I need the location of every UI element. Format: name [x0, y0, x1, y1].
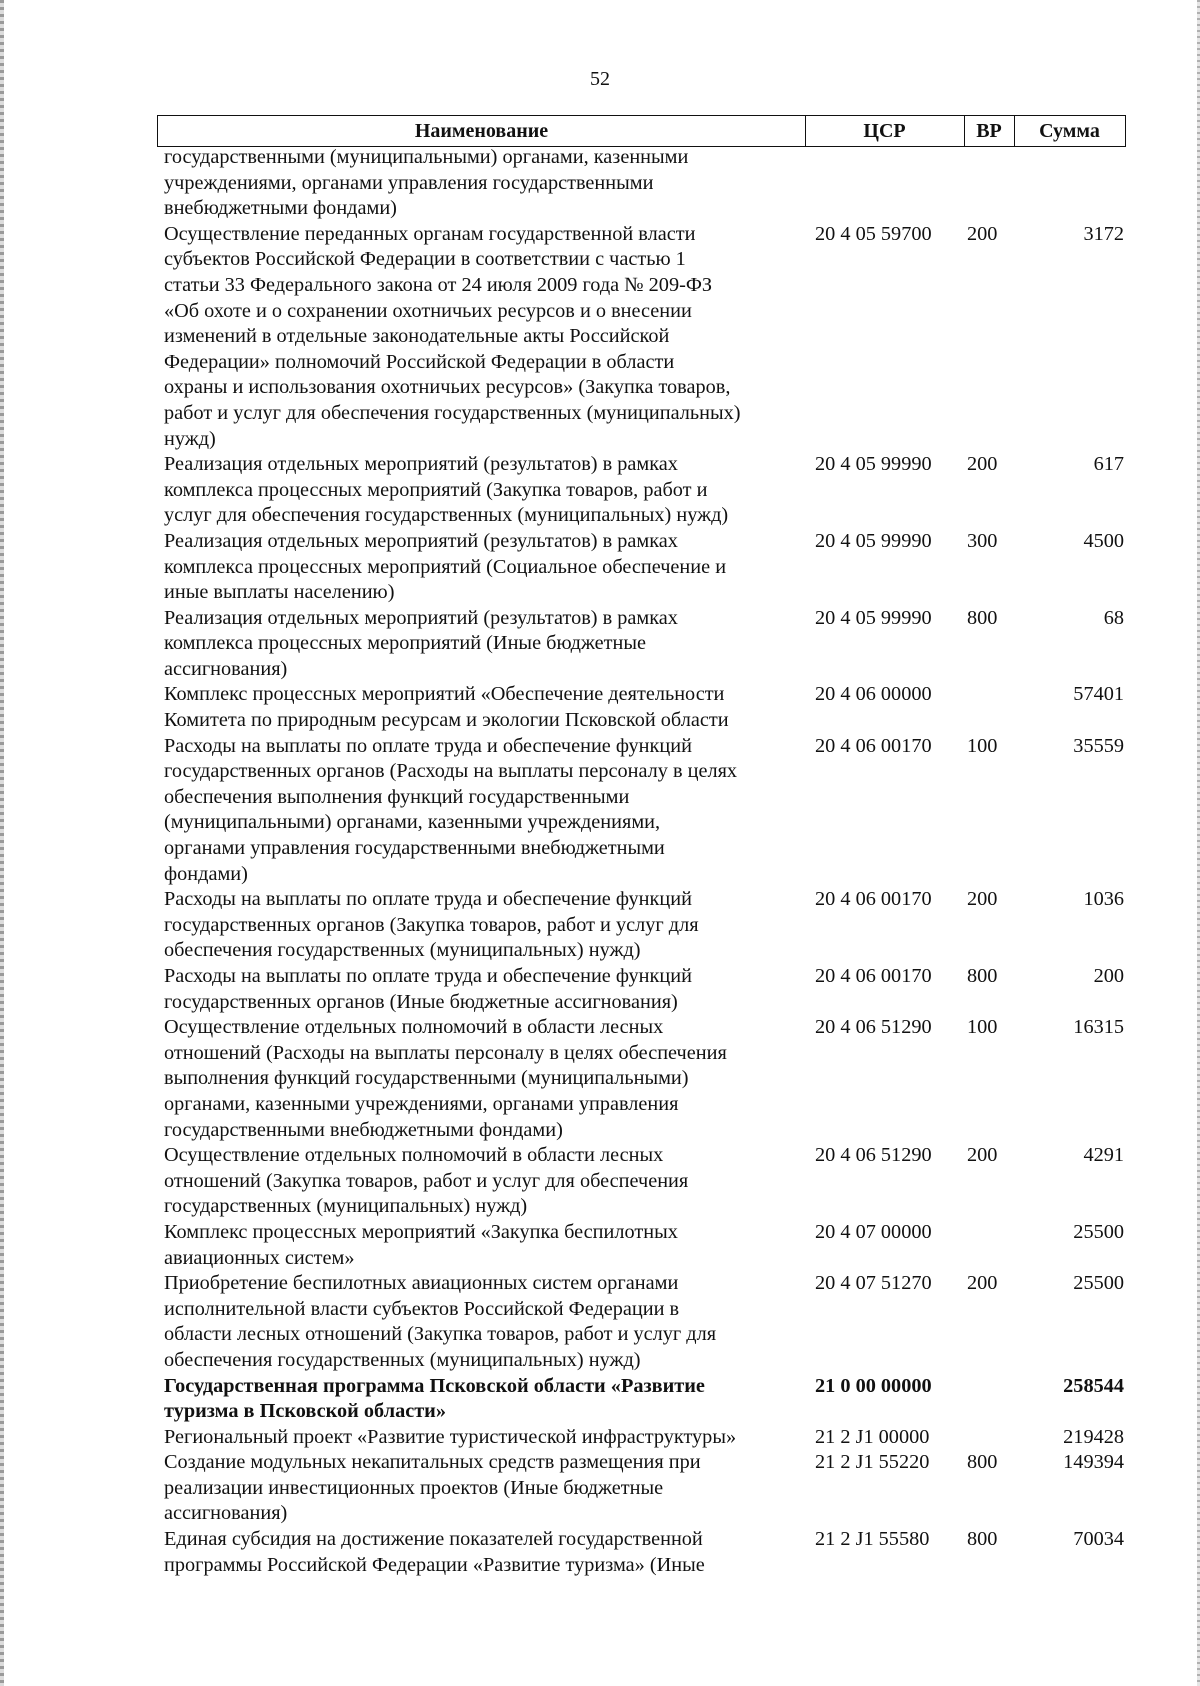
row-csr: 20 4 05 99990: [815, 529, 932, 552]
row-sum: 35559: [1073, 734, 1124, 757]
row-name: Комплекс процессных мероприятий «Закупка беспилотных авиационных систем»: [164, 1220, 678, 1269]
table-row: [164, 452, 1124, 529]
table-row: [164, 1220, 1124, 1271]
row-vr: 200: [967, 1144, 998, 1167]
row-csr: 20 4 07 00000: [815, 1220, 932, 1243]
row-csr: 20 4 06 00000: [815, 683, 932, 706]
row-name: Государственная программа Псковской области «Развитие туризма в Псковской области»: [164, 1374, 705, 1423]
row-csr: 20 4 07 51270: [815, 1272, 932, 1295]
row-sum: 57401: [1073, 683, 1124, 706]
row-name: Осуществление переданных органам государственной власти субъектов Российской Федерации в соответствии с частью 1 статьи 33 Федерального закона от 24 июля 2009 года № 209-ФЗ «Об охоте и о сохранении охотничьих ресурсов и о внесении изменений в отдельные законодательные акты Российской Федерации» полномочий Российской Федерации в области охраны и использования охотничьих ресурсов» (Закупка товаров, работ и услуг для обеспечения государственных (муниципальных) нужд): [164, 222, 741, 450]
row-name: Создание модульных некапитальных средств размещения при реализации инвестиционных проектов (Иные бюджетные ассигнования): [164, 1451, 701, 1525]
row-vr: 100: [967, 1016, 998, 1039]
row-name: Реализация отдельных мероприятий (результатов) в рамках комплекса процессных мероприятий (Социальное обеспечение и иные выплаты населению): [164, 529, 727, 604]
row-csr: 20 4 06 51290: [815, 1016, 932, 1039]
row-csr: 20 4 05 59700: [815, 222, 932, 245]
row-csr: 21 0 00 00000: [815, 1374, 932, 1397]
table-row: [164, 529, 1124, 606]
row-vr: 200: [967, 222, 998, 245]
row-sum: 4500: [1083, 529, 1124, 552]
row-vr: 800: [967, 965, 998, 987]
table-row: [164, 1425, 1124, 1451]
row-vr: 800: [967, 606, 998, 629]
table-row: [164, 222, 1124, 452]
row-vr: 100: [967, 734, 998, 757]
row-csr: 20 4 05 99990: [815, 453, 932, 476]
table-row: [164, 1015, 1124, 1143]
row-csr: 21 2 J1 55580: [815, 1528, 930, 1551]
table-row: [164, 1450, 1124, 1527]
row-name: Реализация отдельных мероприятий (результатов) в рамках комплекса процессных мероприятий (Иные бюджетные ассигнования): [164, 606, 678, 680]
row-sum: 200: [1093, 965, 1124, 987]
row-sum: 1036: [1083, 888, 1124, 911]
table-row: [164, 606, 1124, 683]
row-csr: 21 2 J1 55220: [815, 1451, 930, 1474]
row-name: Расходы на выплаты по оплате труда и обеспечение функций государственных органов (Иные бюджетные ассигнования): [164, 965, 692, 1013]
header-sum: Сумма: [1039, 120, 1100, 142]
row-name: Единая субсидия на достижение показателей государственной программы Российской Федерации «Развитие туризма» (Иные: [164, 1528, 705, 1576]
row-vr: 800: [967, 1451, 998, 1474]
row-vr: 200: [967, 1272, 998, 1295]
table-header: [157, 115, 1126, 147]
row-sum: 16315: [1073, 1016, 1124, 1039]
table-row: [164, 1527, 1124, 1578]
row-sum: 68: [1103, 606, 1124, 629]
row-name: Региональный проект «Развитие туристической инфраструктуры»: [164, 1425, 737, 1448]
header-vr: ВР: [964, 116, 1015, 146]
row-name: Приобретение беспилотных авиационных систем органами исполнительной власти субъектов Российской Федерации в области лесных отношений (Закупка товаров, работ и услуг для обеспечения государственных (муниципальных) нужд): [164, 1272, 717, 1371]
table-row: [164, 887, 1124, 964]
header-name: Наименование: [158, 116, 806, 146]
row-name: Расходы на выплаты по оплате труда и обеспечение функций государственных органов (Закупка товаров, работ и услуг для обеспечения государственных (муниципальных) нужд): [164, 888, 699, 962]
row-name: Расходы на выплаты по оплате труда и обеспечение функций государственных органов (Расходы на выплаты персоналу в целях обеспечения выполнения функций государственными (муниципальными) органами, казенными учреждениями, органами управления государственными внебюджетными фондами): [164, 734, 738, 885]
row-sum: 3172: [1083, 222, 1124, 245]
row-sum: 258544: [1063, 1374, 1124, 1397]
row-csr: 20 4 05 99990: [815, 606, 932, 629]
table-row: [164, 964, 1124, 1015]
row-csr: 20 4 06 00170: [815, 965, 932, 987]
row-name: государственными (муниципальными) органами, казенными учреждениями, органами управления государственными внебюджетными фондами): [164, 146, 689, 220]
row-sum: 4291: [1083, 1144, 1124, 1167]
table-row: [164, 734, 1124, 888]
row-vr: 800: [967, 1528, 998, 1551]
table-row: [164, 145, 1124, 222]
row-sum: 70034: [1073, 1528, 1124, 1551]
page-number: 52: [590, 68, 610, 90]
table-row: [164, 682, 1124, 733]
row-name: Осуществление отдельных полномочий в области лесных отношений (Закупка товаров, работ и услуг для обеспечения государственных (муниципальных) нужд): [164, 1144, 689, 1218]
table-row: [164, 1143, 1124, 1220]
row-csr: 20 4 06 00170: [815, 888, 932, 911]
row-csr: 21 2 J1 00000: [815, 1425, 930, 1448]
row-sum: 25500: [1073, 1220, 1124, 1243]
row-name: Комплекс процессных мероприятий «Обеспечение деятельности Комитета по природным ресурсам и экологии Псковской области: [164, 683, 729, 732]
table-row: [164, 1374, 1124, 1425]
row-csr: 20 4 06 00170: [815, 734, 932, 757]
row-csr: 20 4 06 51290: [815, 1144, 932, 1167]
row-vr: 200: [967, 453, 998, 476]
scan-edge-left: [0, 0, 4, 1686]
row-sum: 219428: [1063, 1425, 1124, 1448]
table-body: [164, 145, 1124, 1578]
row-vr: 300: [967, 529, 998, 552]
header-csr: ЦСР: [805, 116, 965, 146]
row-sum: 25500: [1073, 1272, 1124, 1295]
row-sum: 617: [1093, 453, 1124, 476]
table-row: [164, 1271, 1124, 1373]
row-sum: 149394: [1063, 1451, 1124, 1474]
row-name: Осуществление отдельных полномочий в области лесных отношений (Расходы на выплаты персоналу в целях обеспечения выполнения функций государственными (муниципальными) органами, казенными учреждениями, органами управления государственными внебюджетными фондами): [164, 1016, 727, 1141]
row-vr: 200: [967, 888, 998, 911]
row-name: Реализация отдельных мероприятий (результатов) в рамках комплекса процессных мероприятий (Закупка товаров, работ и услуг для обеспечения государственных (муниципальных) нужд): [164, 453, 729, 527]
